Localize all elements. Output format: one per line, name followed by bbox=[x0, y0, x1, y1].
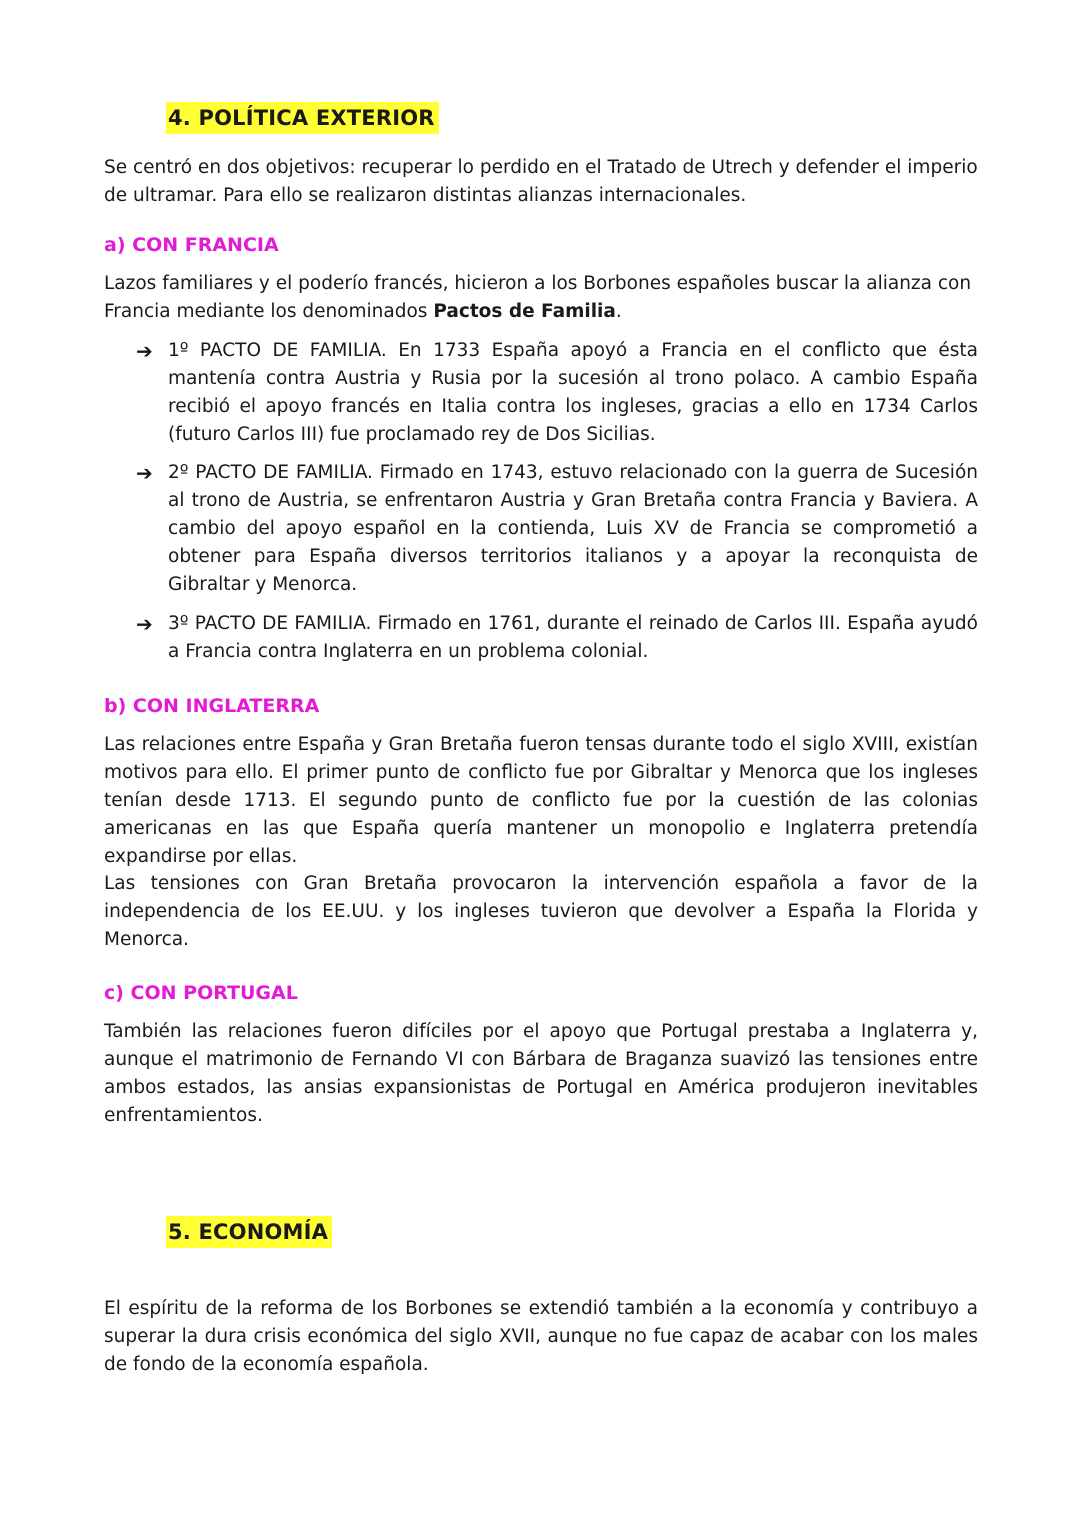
inglaterra-paragraph-2: Las tensiones con Gran Bretaña provocaron la intervención española a favor de la independencia de los EE.UU. y los ingleses tuvieron que devolver a España la Florida y Menorca. bbox=[104, 873, 978, 950]
right-arrow-icon: ➔ bbox=[136, 461, 153, 485]
right-arrow-icon: ➔ bbox=[136, 612, 153, 636]
list-item-pacto-2 bbox=[136, 459, 978, 599]
pacto-2-text: 2º PACTO DE FAMILIA. Firmado en 1743, estuvo relacionado con la guerra de Sucesión al trono de Austria, se enfrentaron Austria y Gran Bretaña contra Francia y Baviera. A cambio del apoyo español en la contienda, Luis XV de Francia se comprometió a obtener para España diversos territorios italianos y a apoyar la reconquista de Gibraltar y Menorca. bbox=[168, 462, 978, 595]
economia-paragraph: El espíritu de la reforma de los Borbones se extendió también a la economía y contribuyo a superar la dura crisis económica del siglo XVII, aunque no fue capaz de acabar con los males de fondo de la economía española. bbox=[104, 1298, 978, 1375]
subheading-inglaterra: b) CON INGLATERRA bbox=[104, 695, 320, 717]
pacto-1-text: 1º PACTO DE FAMILIA. En 1733 España apoyó a Francia en el conflicto que ésta mantenía contra Austria y Rusia por la sucesión al trono polaco. A cambio España recibió el apoyo francés en Italia contra los ingleses, gracias a ello en 1734 Carlos (futuro Carlos III) fue proclamado rey de Dos Sicilias. bbox=[168, 340, 978, 445]
subheading-portugal: c) CON PORTUGAL bbox=[104, 982, 298, 1004]
pactos-de-familia-term: Pactos de Familia bbox=[433, 301, 616, 322]
francia-intro bbox=[104, 270, 978, 326]
list-item-pacto-3 bbox=[136, 610, 978, 666]
section-heading-politica-exterior: 4. POLÍTICA EXTERIOR bbox=[166, 102, 439, 134]
inglaterra-paragraph-1: Las relaciones entre España y Gran Bretaña fueron tensas durante todo el siglo XVIII, existían motivos para ello. El primer punto de conflicto fue por Gibraltar y Menorca que los ingleses tenían desde 1713. El segundo punto de conflicto fue por la cuestión de las colonias americanas en las que España quería mantener un monopolio e Inglaterra pretendía expandirse por ellas. bbox=[104, 734, 978, 867]
francia-intro-text: Lazos familiares y el poderío francés, hicieron a los Borbones españoles buscar la alianza con Francia mediante los denominados bbox=[104, 273, 972, 322]
right-arrow-icon: ➔ bbox=[136, 339, 153, 363]
subheading-francia: a) CON FRANCIA bbox=[104, 234, 279, 256]
politica-exterior-intro: Se centró en dos objetivos: recuperar lo perdido en el Tratado de Utrech y defender el imperio de ultramar. Para ello se realizaron distintas alianzas internacionales. bbox=[104, 157, 978, 206]
list-item-pacto-1 bbox=[136, 337, 978, 449]
francia-intro-end: . bbox=[615, 301, 622, 322]
section-heading-economia: 5. ECONOMÍA bbox=[166, 1216, 332, 1248]
portugal-paragraph: También las relaciones fueron difíciles por el apoyo que Portugal prestaba a Inglaterra y, aunque el matrimonio de Fernando VI con Bárbara de Braganza suavizó las tensiones entre ambos estados, las ansias expansionistas de Portugal en América produjeron inevitables enfrentamientos. bbox=[104, 1021, 978, 1126]
pacto-3-text: 3º PACTO DE FAMILIA. Firmado en 1761, durante el reinado de Carlos III. España ayudó a Francia contra Inglaterra en un problema colonial. bbox=[168, 613, 978, 662]
